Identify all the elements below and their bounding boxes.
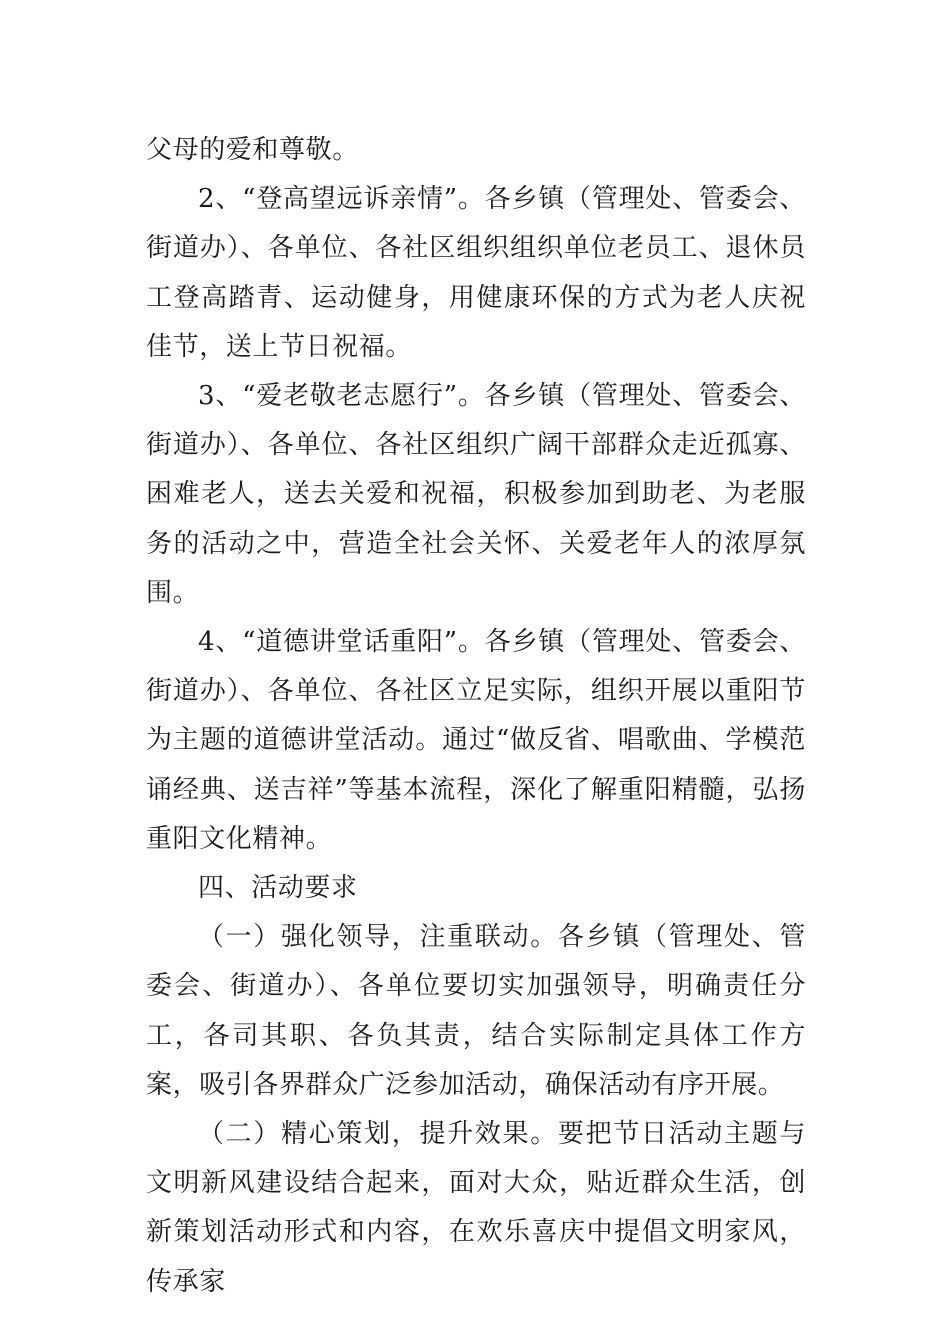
paragraph-item-3: 3、“爱老敬老志愿行”。各乡镇（管理处、管委会、街道办）、各单位、各社区组织广阔干部群众走近孤寡、困难老人，送去关爱和祝福，积极参加到助老、为老服务的活动之中，营造全社会关怀、关爱老年人的浓厚氛围。	[146, 381, 806, 608]
document-body	[146, 126, 806, 1307]
paragraph-item-2: 2、“登高望远诉亲情”。各乡镇（管理处、管委会、街道办）、各单位、各社区组织组织单位老员工、退休员工登高踏青、运动健身，用健康环保的方式为老人庆祝佳节，送上节日祝福。	[146, 184, 806, 362]
paragraph-item-4: 4、“道德讲堂话重阳”。各乡镇（管理处、管委会、街道办）、各单位、各社区立足实际，组织开展以重阳节为主题的道德讲堂活动。通过“做反省、唱歌曲、学模范诵经典、送吉祥”等基本流程，深化了解重阳精髓，弘扬重阳文化精神。	[146, 627, 806, 854]
paragraph-requirement-1: （一）强化领导，注重联动。各乡镇（管理处、管委会、街道办）、各单位要切实加强领导，明确责任分工，各司其职、各负其责，结合实际制定具体工作方案，吸引各界群众广泛参加活动，确保活动有序开展。	[146, 922, 806, 1100]
section-heading-requirements: 四、活动要求	[198, 873, 358, 904]
paragraph-continuation: 父母的爱和尊敬。	[146, 135, 359, 165]
paragraph-requirement-2: （二）精心策划，提升效果。要把节日活动主题与文明新风建设结合起来，面对大众，贴近群众生活，创新策划活动形式和内容，在欢乐喜庆中提倡文明家风，传承家	[146, 1119, 806, 1297]
